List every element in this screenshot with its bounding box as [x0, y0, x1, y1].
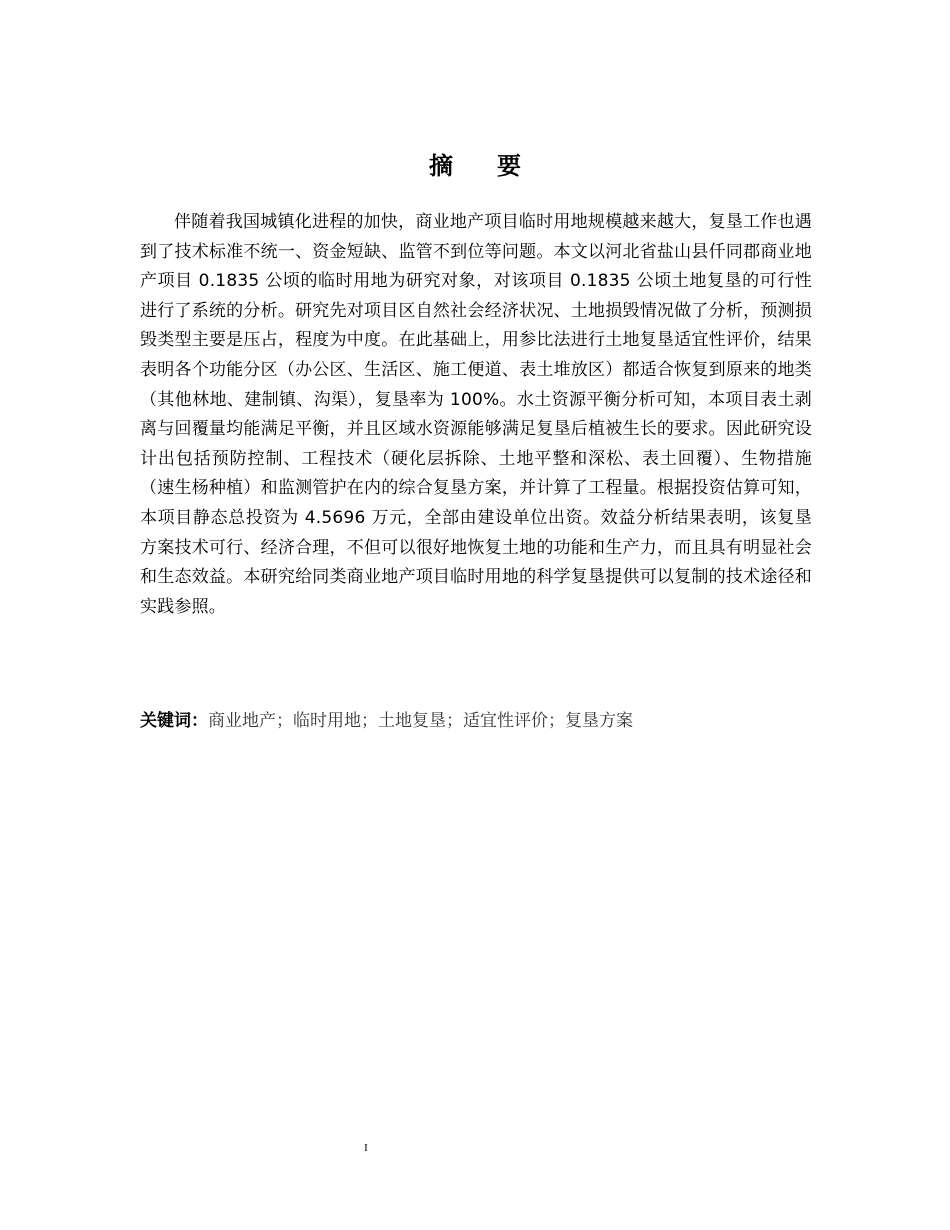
page-number: I	[364, 1142, 368, 1154]
abstract-body: 伴随着我国城镇化进程的加快，商业地产项目临时用地规模越来越大，复垦工作也遇到了技术标准不统一、资金短缺、监管不到位等问题。本文以河北省盐山县仟同郡商业地产项目 0.1835 公顷的临时用地为研究对象，对该项目 0.1835 公顷土地复垦的可行性进行了系统的分析。研究先对项目区自然社会经济状况、土地损毁情况做了分析，预测损毁类型主要是压占，程度为中度。在此基础上，用参比法进行土地复垦适宜性评价，结果表明各个功能分区（办公区、生活区、施工便道、表土堆放区）都适合恢复到原来的地类（其他林地、建制镇、沟渠），复垦率为 100%。水土资源平衡分析可知，本项目表土剥离与回覆量均能满足平衡，并且区域水资源能够满足复垦后植被生长的要求。因此研究设计出包括预防控制、工程技术（硬化层拆除、土地平整和深松、表土回覆）、生物措施（速生杨种植）和监测管护在内的综合复垦方案，并计算了工程量。根据投资估算可知，本项目静态总投资为 4.5696 万元，全部由建设单位出资。效益分析结果表明，该复垦方案技术可行、经济合理，不但可以很好地恢复土地的功能和生产力，而且具有明显社会和生态效益。本研究给同类商业地产项目临时用地的科学复垦提供可以复制的技术途径和实践参照。	[140, 212, 812, 617]
abstract-title: 摘要	[429, 152, 565, 180]
keywords-text: 商业地产；临时用地；土地复垦；适宜性评价；复垦方案	[208, 711, 633, 731]
keywords-label: 关键词：	[140, 711, 208, 731]
keywords-line	[140, 707, 812, 735]
